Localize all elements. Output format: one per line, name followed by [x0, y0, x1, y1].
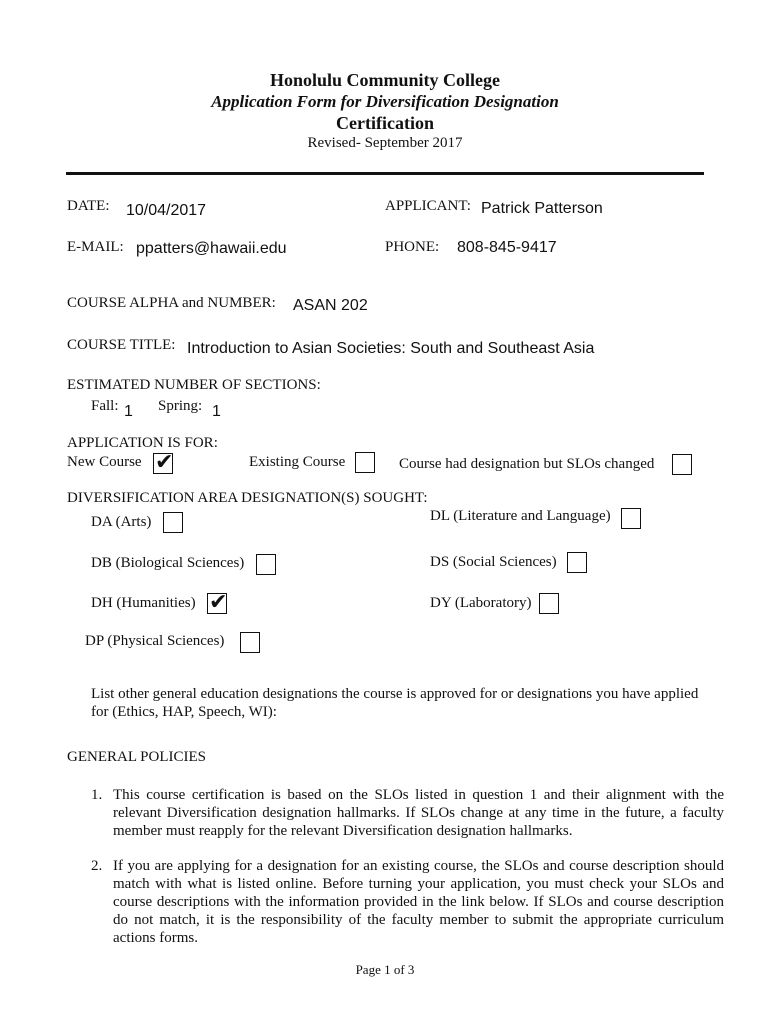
checkmark-icon: ✔	[209, 590, 228, 615]
phone-label: PHONE:	[385, 239, 440, 255]
policy-1-text: This course certification is based on the SLOs listed in question 1 and their alignment with the relevant Diversification designation hallmarks. If SLOs change at any time in the future, a faculty member must reapply for the relevant Diversification designation hallmarks.	[113, 787, 724, 839]
email-label: E-MAIL:	[67, 239, 124, 255]
da-arts-label: DA (Arts)	[91, 514, 152, 530]
fall-label: Fall:	[91, 398, 119, 414]
date-field[interactable]: 10/04/2017	[126, 202, 207, 219]
ds-social-label: DS (Social Sciences)	[430, 554, 557, 570]
other-designations-line2: for (Ethics, HAP, Speech, WI):	[91, 704, 277, 720]
policy-2-text: If you are applying for a designation for an existing course, the SLOs and course description should match with what is listed online. Before turning your application, you must check your SLOs and course descriptions with the information provided in the link below. If SLOs and course description do not match, it is the responsibility of the faculty member to submit the appropriate curriculum actions forms.	[113, 858, 724, 946]
phone-field[interactable]: 808-845-9417	[457, 239, 557, 256]
college-name: Honolulu Community College	[269, 70, 501, 90]
policy-1-number: 1.	[91, 787, 103, 803]
dh-humanities-checkbox[interactable]	[207, 590, 228, 615]
new-course-label: New Course	[67, 454, 142, 470]
certification-heading: Certification	[336, 113, 434, 133]
header-divider	[66, 172, 704, 175]
application-heading: APPLICATION IS FOR:	[67, 435, 218, 451]
policy-2-number: 2.	[91, 858, 103, 874]
applicant-label: APPLICANT:	[385, 198, 471, 214]
ds-social-checkbox[interactable]	[567, 552, 587, 573]
slos-changed-checkbox[interactable]	[672, 454, 692, 475]
date-label: DATE:	[67, 198, 110, 214]
slos-changed-label: Course had designation but SLOs changed	[399, 456, 655, 472]
db-biological-label: DB (Biological Sciences)	[91, 555, 245, 571]
email-field[interactable]: ppatters@hawaii.edu	[136, 240, 287, 257]
dl-literature-label: DL (Literature and Language)	[430, 508, 611, 524]
fall-field[interactable]: 1	[124, 403, 133, 420]
spring-field[interactable]: 1	[212, 403, 221, 420]
dp-physical-label: DP (Physical Sciences)	[85, 633, 225, 649]
new-course-checkbox[interactable]	[153, 450, 174, 475]
db-biological-checkbox[interactable]	[256, 554, 276, 575]
dp-physical-checkbox[interactable]	[240, 632, 260, 653]
course-title-label: COURSE TITLE:	[67, 337, 176, 353]
checkmark-icon: ✔	[155, 450, 174, 475]
sections-heading: ESTIMATED NUMBER OF SECTIONS:	[67, 377, 321, 393]
designation-heading: DIVERSIFICATION AREA DESIGNATION(S) SOUGHT:	[67, 490, 428, 506]
da-arts-checkbox[interactable]	[163, 512, 183, 533]
form-title: Application Form for Diversification Designation	[211, 92, 559, 111]
course-title-field[interactable]: Introduction to Asian Societies: South and Southeast Asia	[187, 340, 595, 357]
revised-date: Revised- September 2017	[307, 135, 463, 151]
dl-literature-checkbox[interactable]	[621, 508, 641, 529]
course-alpha-label: COURSE ALPHA and NUMBER:	[67, 295, 276, 311]
course-alpha-field[interactable]: ASAN 202	[293, 297, 368, 314]
existing-course-checkbox[interactable]	[355, 452, 375, 473]
existing-course-label: Existing Course	[249, 454, 346, 470]
page-number: Page 1 of 3	[355, 962, 415, 977]
dh-humanities-label: DH (Humanities)	[91, 595, 196, 611]
dy-laboratory-checkbox[interactable]	[539, 593, 559, 614]
applicant-field[interactable]: Patrick Patterson	[481, 200, 603, 217]
spring-label: Spring:	[158, 398, 203, 414]
policies-heading: GENERAL POLICIES	[67, 749, 207, 765]
dy-laboratory-label: DY (Laboratory)	[430, 595, 532, 611]
other-designations-line1: List other general education designations the course is approved for or designations you have applied	[91, 686, 699, 702]
